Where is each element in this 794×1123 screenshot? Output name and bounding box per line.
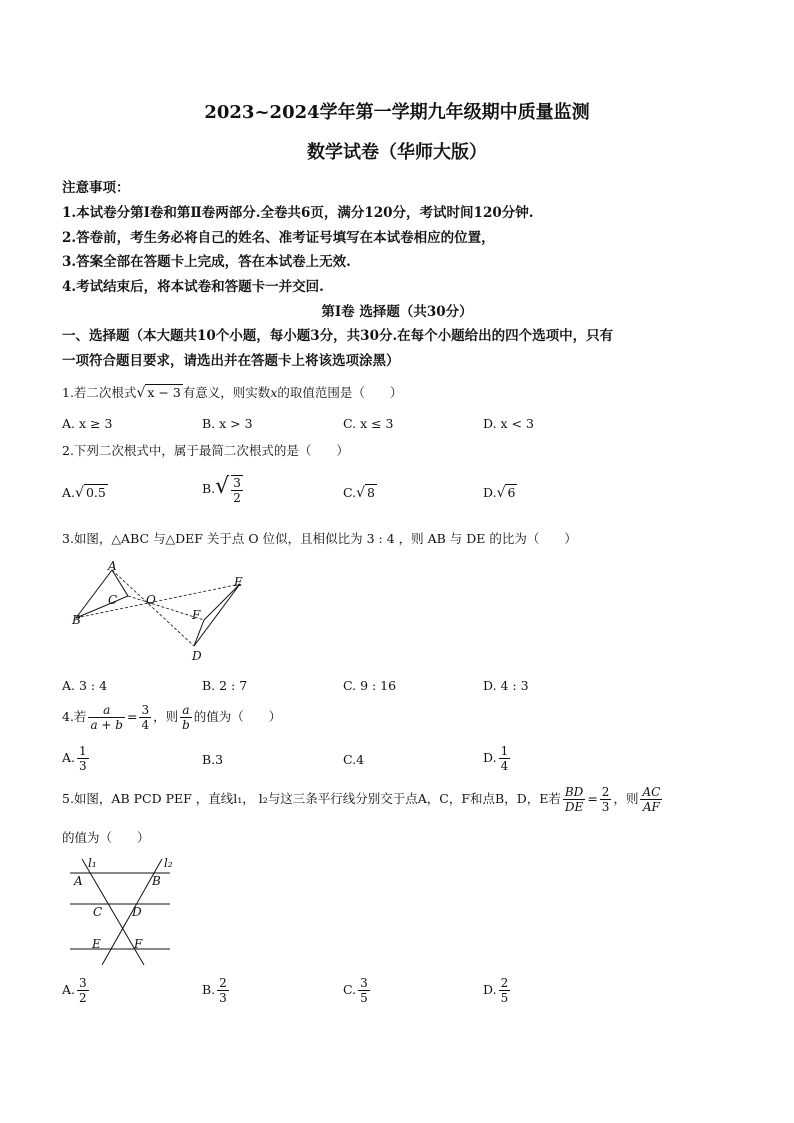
option-c: C. $\frac{3}{5}$ bbox=[343, 976, 368, 1005]
option-c: C. 9 : 16 bbox=[343, 678, 397, 693]
option-a: A. x ≥ 3 bbox=[62, 416, 113, 431]
point-label: C bbox=[108, 593, 118, 607]
notes-heading: 注意事项： bbox=[62, 180, 130, 196]
option-d: D. $\frac{1}{4}$ bbox=[483, 744, 509, 773]
option-b: B. 2 : 7 bbox=[202, 678, 248, 693]
point-label: C bbox=[93, 905, 103, 919]
question-4: 4.若 $\frac{a}{a + b}$ = $\frac{3}{4}$ ，则 $\frac{a}{b}$ 的值为（ ） bbox=[62, 703, 282, 732]
point-label: E bbox=[92, 937, 101, 951]
option-b: B. $\frac{2}{3}$ bbox=[202, 976, 227, 1005]
option-d: D. 4 : 3 bbox=[483, 678, 529, 693]
point-label: B bbox=[72, 613, 81, 627]
sqrt-icon: √ bbox=[75, 485, 84, 501]
radicand: x − 3 bbox=[147, 385, 181, 400]
sqrt-icon: √ bbox=[356, 485, 366, 501]
point-label: D bbox=[192, 649, 202, 663]
sqrt-icon: √ bbox=[215, 474, 230, 499]
sqrt-icon: √ bbox=[136, 385, 146, 401]
segment-ef bbox=[204, 584, 240, 620]
option-b: B. x > 3 bbox=[202, 416, 253, 431]
point-label: A bbox=[108, 559, 117, 573]
question-5-line2: 的值为（ ） bbox=[62, 830, 150, 845]
option-d: D. x < 3 bbox=[483, 416, 534, 431]
segment-fd bbox=[194, 620, 204, 646]
point-label: A bbox=[74, 874, 83, 888]
question-5: 5.如图，AB PCD PEF ，直线l₁， l₂与这三条平行线分别交于点A，C，F和点B，D，E若 $\frac{BD}{DE}$ = $\frac{2}{3}$ ，则 $\frac{AC}{AF}$ bbox=[62, 785, 661, 814]
option-b: B.3 bbox=[202, 752, 224, 767]
option-a: A. $\frac{3}{2}$ bbox=[62, 976, 87, 1005]
point-label: E bbox=[234, 575, 243, 589]
option-c: C.4 bbox=[343, 752, 365, 767]
option-d: D. $\frac{2}{5}$ bbox=[483, 976, 509, 1005]
q3-figure bbox=[62, 558, 252, 668]
point-label: O bbox=[146, 593, 156, 607]
option-d: D.√ 6 bbox=[483, 485, 516, 501]
line-label: l₁ bbox=[88, 856, 97, 870]
option-a: A. $\frac{1}{3}$ bbox=[62, 744, 87, 773]
option-c: C.√ 8 bbox=[343, 485, 375, 501]
exam-subtitle: 数学试卷（华师大版） bbox=[307, 142, 487, 163]
line-label: l₂ bbox=[164, 856, 173, 870]
note-item: 4.考试结束后，将本试卷和答题卡一并交回. bbox=[62, 279, 324, 295]
point-label: F bbox=[134, 937, 143, 951]
question-3: 3.如图，△ABC 与△DEF 关于点 O 位似，且相似比为 3 : 4 ，则 AB 与 DE 的比为（ ） bbox=[62, 531, 577, 546]
q5-figure bbox=[62, 855, 182, 970]
option-c: C. x ≤ 3 bbox=[343, 416, 394, 431]
point-label: D bbox=[132, 905, 142, 919]
option-a: A.√ 0.5 bbox=[62, 485, 106, 501]
note-item: 3.答案全部在答题卡上完成，答在本试卷上无效. bbox=[62, 254, 351, 270]
dashed-ad bbox=[112, 570, 194, 646]
point-label: B bbox=[152, 874, 161, 888]
question-2: 2.下列二次根式中，属于最简二次根式的是（ ） bbox=[62, 443, 349, 458]
exam-title: 2023~2024学年第一学期九年级期中质量监测 bbox=[204, 102, 590, 123]
segment-ed bbox=[194, 584, 240, 646]
section-title: 第Ⅰ卷 选择题（共30分） bbox=[321, 304, 473, 320]
note-item: 2.答卷前，考生务必将自己的姓名、准考证号填写在本试卷相应的位置， bbox=[62, 230, 495, 246]
point-label: F bbox=[192, 608, 201, 622]
section-instruction: 一项符合题目要求，请选出并在答题卡上将该选项涂黑） bbox=[62, 353, 400, 369]
question-1: 1.若二次根式√ x − 3 有意义，则实数x的取值范围是（ ） bbox=[62, 385, 403, 401]
option-a: A. 3 : 4 bbox=[62, 678, 108, 693]
section-instruction: 一、选择题（本大题共10个小题，每小题3分，共30分.在每个小题给出的四个选项中，只有 bbox=[62, 328, 614, 344]
option-b: B.√ $\frac{3}{2}$ bbox=[202, 474, 241, 505]
sqrt-icon: √ bbox=[496, 485, 506, 501]
note-item: 1.本试卷分第Ⅰ卷和第Ⅱ卷两部分.全卷共6页，满分120分，考试时间120分钟. bbox=[62, 205, 534, 221]
